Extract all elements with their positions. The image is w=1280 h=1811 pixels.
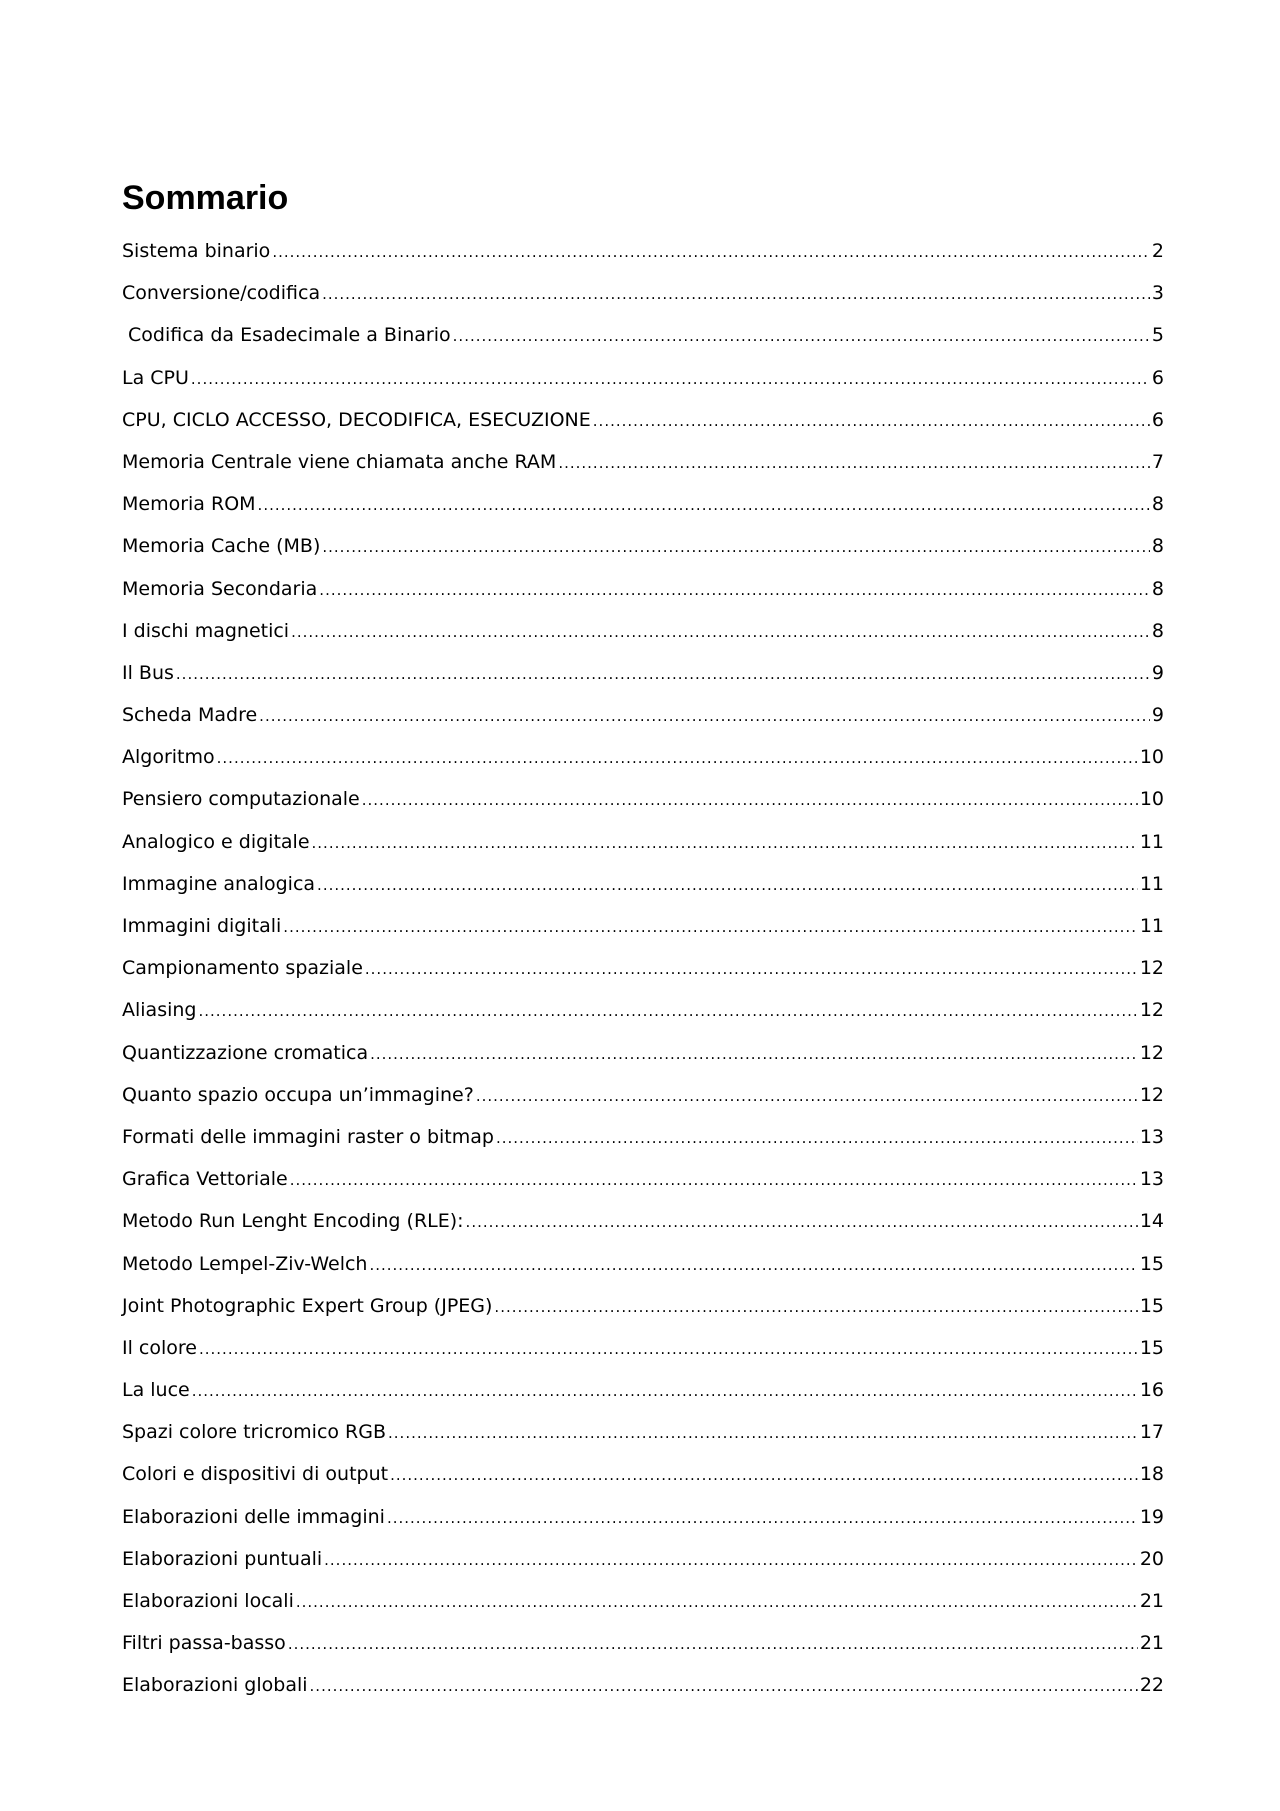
- toc-dot-leader: [322, 525, 1150, 568]
- toc-entry-label[interactable]: Formati delle immagini raster o bitmap: [122, 1125, 494, 1148]
- toc-entry-label[interactable]: Memoria ROM: [122, 493, 256, 516]
- toc-page-number[interactable]: 12: [1139, 957, 1164, 980]
- toc-entry-label[interactable]: Spazi colore tricromico RGB: [122, 1421, 387, 1444]
- toc-entry-label[interactable]: Elaborazioni delle immagini: [122, 1505, 385, 1528]
- toc-page-number[interactable]: 8: [1151, 577, 1164, 600]
- toc-entry[interactable]: [122, 1453, 1164, 1495]
- toc-dot-leader: [319, 568, 1150, 611]
- toc-dot-leader: [369, 1243, 1137, 1286]
- toc-dot-leader: [176, 652, 1150, 695]
- toc-dot-leader: [362, 778, 1138, 821]
- toc-dot-leader: [283, 905, 1138, 948]
- toc-entry-label[interactable]: La CPU: [122, 366, 189, 389]
- toc-entry-label[interactable]: Colori e dispositivi di output: [122, 1463, 389, 1486]
- toc-page-number[interactable]: 8: [1151, 493, 1164, 516]
- toc-dot-leader: [272, 230, 1150, 273]
- toc-entry-label[interactable]: Aliasing: [122, 999, 197, 1022]
- toc-page-number[interactable]: 9: [1151, 704, 1164, 727]
- toc-page-number[interactable]: 13: [1139, 1168, 1164, 1191]
- toc-dot-leader: [290, 1158, 1138, 1201]
- toc-entry-label[interactable]: Immagine analogica: [122, 872, 316, 895]
- toc-entry[interactable]: [122, 1622, 1164, 1664]
- toc-entry[interactable]: [122, 1664, 1164, 1706]
- toc-entry-label[interactable]: Grafica Vettoriale: [122, 1168, 288, 1191]
- toc-page-number[interactable]: 3: [1151, 282, 1164, 305]
- toc-page-number[interactable]: 10: [1139, 788, 1164, 811]
- toc-entry[interactable]: [122, 610, 1164, 652]
- toc-entry[interactable]: [122, 947, 1164, 989]
- toc-dot-leader: [453, 314, 1150, 357]
- toc-entry[interactable]: [122, 1116, 1164, 1158]
- toc-page-number[interactable]: 22: [1139, 1674, 1164, 1697]
- toc-entry-label[interactable]: Filtri passa-basso: [122, 1632, 286, 1655]
- toc-dot-leader: [476, 1074, 1138, 1117]
- toc-page-number[interactable]: 6: [1151, 366, 1164, 389]
- toc-entry[interactable]: [122, 1074, 1164, 1116]
- toc-title: Sommario: [122, 179, 289, 217]
- toc-entry[interactable]: [122, 1200, 1164, 1242]
- toc-entry-label[interactable]: Il colore: [122, 1336, 197, 1359]
- toc-entry-label[interactable]: Algoritmo: [122, 746, 215, 769]
- toc-dot-leader: [217, 736, 1138, 779]
- toc-dot-leader: [199, 1327, 1138, 1370]
- toc-dot-leader: [291, 610, 1150, 653]
- toc-entry[interactable]: [122, 272, 1164, 314]
- toc-entry[interactable]: [122, 905, 1164, 947]
- toc-entry[interactable]: [122, 821, 1164, 863]
- toc-entry-label[interactable]: La luce: [122, 1379, 190, 1402]
- toc-dot-leader: [558, 441, 1150, 484]
- toc-entry-label[interactable]: Quantizzazione cromatica: [122, 1041, 369, 1064]
- toc-entry[interactable]: [122, 230, 1164, 272]
- toc-entry-label[interactable]: Metodo Run Lenght Encoding (RLE):: [122, 1210, 464, 1233]
- toc-dot-leader: [191, 357, 1150, 400]
- toc-page-number[interactable]: 11: [1139, 830, 1164, 853]
- toc-entry-label[interactable]: Pensiero computazionale: [122, 788, 360, 811]
- toc-entry[interactable]: [122, 1032, 1164, 1074]
- toc-entry-label[interactable]: Analogico e digitale: [122, 830, 310, 853]
- toc-page-number[interactable]: 12: [1139, 999, 1164, 1022]
- toc-dot-leader: [312, 821, 1138, 864]
- toc-entry[interactable]: [122, 1243, 1164, 1285]
- toc-page-number[interactable]: 21: [1139, 1632, 1164, 1655]
- toc-entry-label[interactable]: Immagini digitali: [122, 915, 282, 937]
- toc-dot-leader: [324, 1538, 1138, 1581]
- toc-entry[interactable]: [122, 568, 1164, 610]
- toc-entry[interactable]: [122, 989, 1164, 1031]
- toc-entry[interactable]: [122, 1411, 1164, 1453]
- toc-page-number[interactable]: 2: [1151, 240, 1164, 262]
- toc-page-number[interactable]: 11: [1139, 915, 1164, 937]
- toc-entry-label[interactable]: Il Bus: [122, 661, 174, 684]
- toc-page-number[interactable]: 11: [1139, 872, 1164, 895]
- toc-page-number[interactable]: 15: [1139, 1252, 1164, 1275]
- toc-entry-label[interactable]: Scheda Madre: [122, 704, 258, 727]
- toc-dot-leader: [258, 483, 1150, 526]
- toc-entry-label[interactable]: Sistema binario: [122, 240, 271, 262]
- toc-entry[interactable]: [122, 441, 1164, 483]
- toc-page-number[interactable]: 6: [1151, 408, 1164, 431]
- toc-page-number[interactable]: 19: [1139, 1505, 1164, 1528]
- toc-entry[interactable]: [122, 314, 1164, 356]
- toc-entry[interactable]: [122, 1327, 1164, 1369]
- toc-page-number[interactable]: 8: [1151, 535, 1164, 558]
- toc-page-number[interactable]: 13: [1139, 1125, 1164, 1148]
- toc-entry[interactable]: [122, 1158, 1164, 1200]
- toc-entry[interactable]: [122, 357, 1164, 399]
- toc-page-number[interactable]: 16: [1139, 1379, 1164, 1402]
- toc-dot-leader: [388, 1411, 1138, 1454]
- toc-dot-leader: [296, 1580, 1138, 1623]
- toc-entry-label[interactable]: Conversione/codifica: [122, 282, 321, 305]
- toc-entry[interactable]: [122, 1496, 1164, 1538]
- document-page: [122, 178, 1164, 1707]
- toc-page-number[interactable]: 15: [1139, 1336, 1164, 1359]
- toc-dot-leader: [322, 272, 1150, 315]
- toc-entry-label[interactable]: Codifica da Esadecimale a Binario: [128, 324, 451, 347]
- toc-dot-leader: [192, 1369, 1138, 1412]
- toc-entry[interactable]: [122, 694, 1164, 736]
- toc-entry-label[interactable]: Metodo Lempel-Ziv-Welch: [122, 1252, 368, 1275]
- toc-entry-label[interactable]: Elaborazioni locali: [122, 1590, 294, 1612]
- toc-entry-label[interactable]: Elaborazioni globali: [122, 1674, 308, 1697]
- toc-dot-leader: [259, 694, 1150, 737]
- toc-entry-label[interactable]: Memoria Centrale viene chiamata anche RAM: [122, 450, 557, 473]
- toc-page-number[interactable]: 18: [1139, 1463, 1164, 1486]
- toc-entry[interactable]: [122, 1369, 1164, 1411]
- toc-page-number[interactable]: 20: [1139, 1547, 1164, 1570]
- toc-page-number[interactable]: 5: [1151, 324, 1164, 347]
- toc-dot-leader: [317, 863, 1138, 906]
- toc-page-number[interactable]: 12: [1139, 1041, 1164, 1064]
- toc-dot-leader: [288, 1622, 1138, 1665]
- toc-dot-leader: [370, 1032, 1138, 1075]
- toc-page-number[interactable]: 17: [1139, 1421, 1164, 1444]
- toc-entry[interactable]: [122, 736, 1164, 778]
- toc-entry-label[interactable]: Campionamento spaziale: [122, 957, 363, 980]
- toc-dot-leader: [390, 1453, 1138, 1496]
- toc-entry[interactable]: [122, 863, 1164, 905]
- toc-page-number[interactable]: 7: [1151, 450, 1164, 473]
- toc-dot-leader: [496, 1116, 1138, 1159]
- toc-entry-label[interactable]: Joint Photographic Expert Group (JPEG): [122, 1294, 493, 1317]
- toc-entry[interactable]: [122, 399, 1164, 441]
- toc-entry[interactable]: [122, 525, 1164, 567]
- toc-page-number[interactable]: 12: [1139, 1083, 1164, 1106]
- toc-entry-label[interactable]: Quanto spazio occupa un’immagine?: [122, 1083, 474, 1106]
- toc-entry[interactable]: [122, 1580, 1164, 1622]
- toc-entry-label[interactable]: Memoria Secondaria: [122, 577, 318, 600]
- toc-entry[interactable]: [122, 1285, 1164, 1327]
- toc-entry[interactable]: [122, 652, 1164, 694]
- toc-list: [122, 230, 1164, 1707]
- toc-dot-leader: [387, 1496, 1138, 1539]
- toc-page-number[interactable]: 9: [1151, 661, 1164, 684]
- toc-page-number[interactable]: 21: [1139, 1590, 1164, 1612]
- toc-page-number[interactable]: 14: [1139, 1210, 1164, 1233]
- toc-page-number[interactable]: 8: [1151, 619, 1164, 642]
- toc-dot-leader: [310, 1664, 1138, 1707]
- toc-dot-leader: [593, 399, 1150, 442]
- toc-dot-leader: [198, 989, 1137, 1032]
- toc-dot-leader: [365, 947, 1138, 990]
- toc-entry-label[interactable]: Memoria Cache (MB): [122, 535, 321, 558]
- toc-entry[interactable]: [122, 1538, 1164, 1580]
- toc-entry-label[interactable]: I dischi magnetici: [122, 619, 290, 642]
- toc-entry-label[interactable]: Elaborazioni puntuali: [122, 1547, 323, 1570]
- toc-dot-leader: [494, 1285, 1137, 1328]
- toc-entry-label[interactable]: CPU, CICLO ACCESSO, DECODIFICA, ESECUZIONE: [122, 408, 591, 431]
- toc-entry[interactable]: [122, 483, 1164, 525]
- toc-entry[interactable]: [122, 778, 1164, 820]
- toc-page-number[interactable]: 15: [1139, 1294, 1164, 1317]
- toc-dot-leader: [466, 1200, 1138, 1243]
- toc-page-number[interactable]: 10: [1139, 746, 1164, 769]
